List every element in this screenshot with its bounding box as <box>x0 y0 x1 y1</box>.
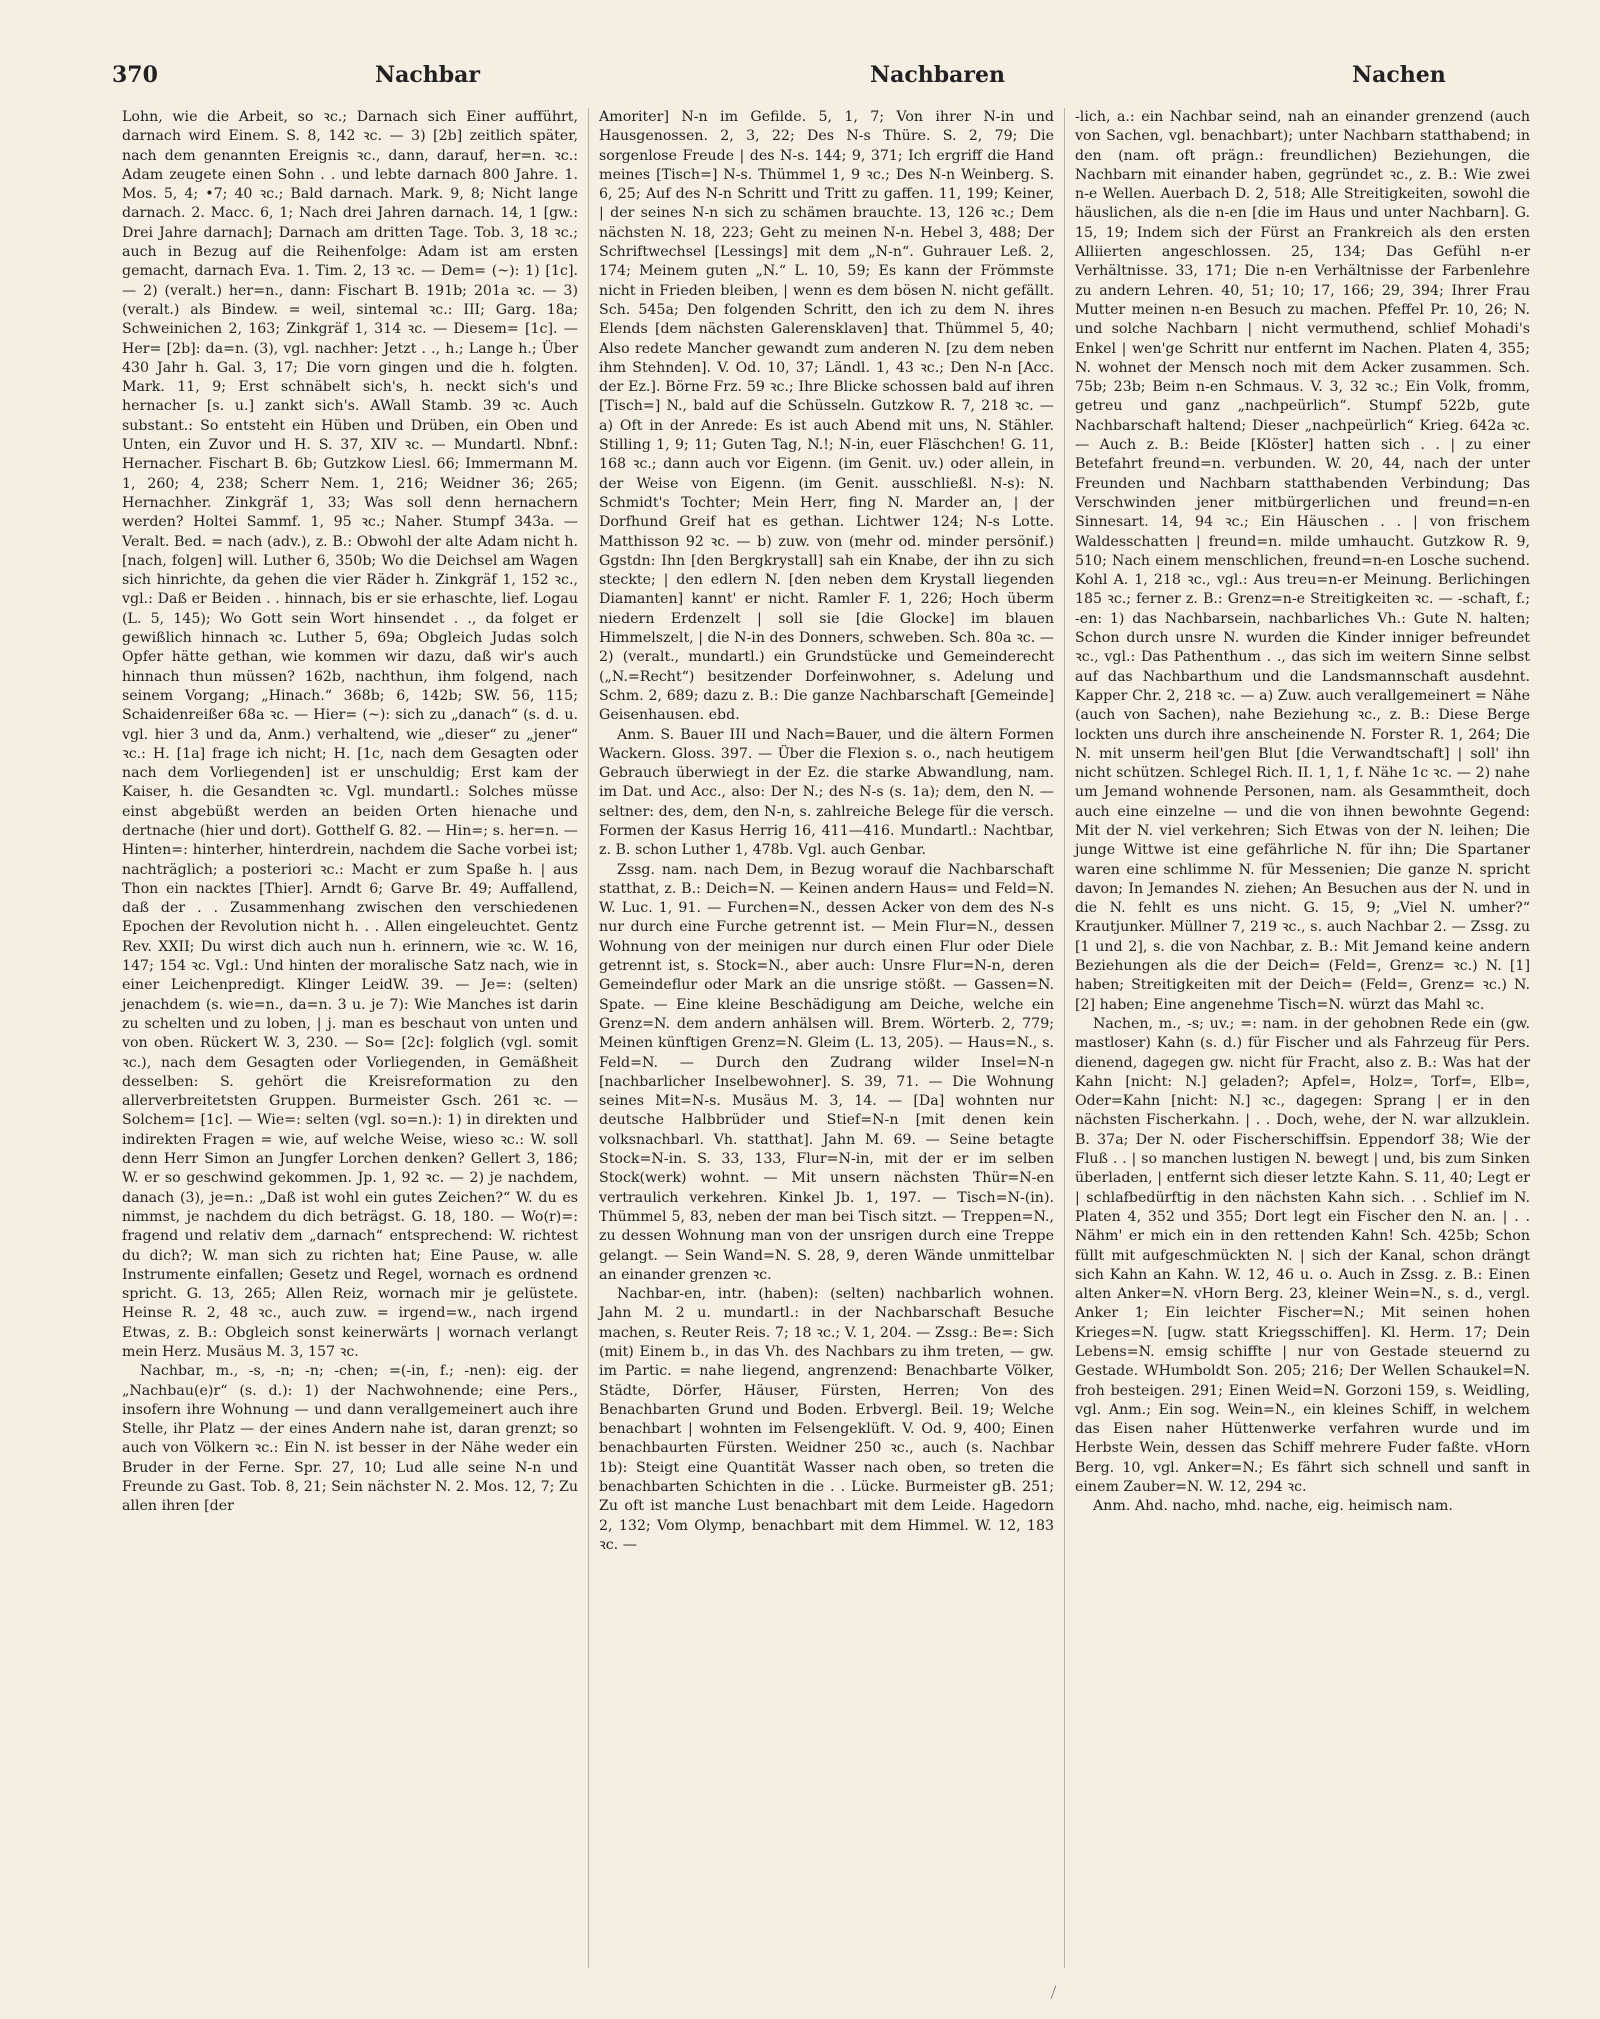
entry-nachbar: Nachbar, m., -s, -n; -n; -chen; =(-in, f.; -nen): eig. der „Nachbau(e)r“ (s. d.): 1) der Nachwohnende; eine Pers., insofern ihre Wohnung — und dann verallgemeinert auch ihre Stelle, ihr Platz — der eines Andern nahe ist, daran grenzt; so auch von Völkern ꝛc.: Ein N. ist besser in der Nähe weder ein Bruder in der Ferne. Spr. 27, 10; Lud alle seine N-n und Freunde zu Gast. Tob. 8, 21; Sein nächster N. 2. Mos. 12, 7; Zu allen ihren [der <box>122 1363 578 1515</box>
left-running-head: Nachbar <box>375 62 480 88</box>
paragraph: -lich, a.: ein Nachbar seind, nah an einander grenzend (auch von Sachen, vgl. benachbart); unter Nachbarn statthabend; in den (nam. oft prägn.: freundlichen) Beziehungen, die Nachbarn mit einander haben, gegründet ꝛc., z. B.: Wie zwei n-e Wellen. Auerbach D. 2, 518; Alle Streitigkeiten, sowohl die häuslichen, als die n-en [die im Haus und unter Nachbarn]. G. 15, 19; Indem sich der Fürst an Frankreich als den ersten Alliierten angeschlossen. 25, 134; Das Gefühl n-er Verhältnisse. 33, 171; Die n-en Verhältnisse der Farbenlehre zu andern Lehren. 40, 51; 10; 17, 166; 29, 394; Ihrer Frau Mutter meinen n-en Besuch zu machen. Pfeffel Pr. 10, 26; N. und solche Nachbarn | nicht vermuthend, schlief Mohadi's Enkel | wen'ge Schritt nur entfernt im Nachen. Platen 4, 355; N. wohnet der Mensch noch mit dem Acker zusammen. Sch. 75b; 23b; Beim n-en Schmaus. V. 3, 32 ꝛc.; Ein Volk, fromm, getreu und ganz „nachpeürlich“. Stumpf 522b, gute Nachbarschaft haltend; Dieser „nachpeürlich“ Krieg. 642a ꝛc. — Auch z. B.: Beide [Klöster] hatten sich . . | zu einer Betefahrt freund=n. verbunden. W. 20, 44, nach der unter Freunden und Nachbarn statthabenden Verbindung; Das Verschwinden jener mitbürgerlichen und freund=n-en Sinnesart. 14, 94 ꝛc.; Ein Häuschen . . | von frischem Waldesschatten | freund=n. milde umhaucht. Gutzkow R. 9, 510; Nach einem menschlichen, freund=n-en Losche suchend. Kohl A. 1, 218 ꝛc., vgl.: Aus treu=n-er Meinung. Berlichingen 185 ꝛc.; ferner z. B.: Grenz=n-e Streitigkeiten ꝛc. — -schaft, f.; -en: 1) das Nachbarsein, nachbarliches Vh.: Gute N. halten; Schon durch unsre N. wurden die Kinder inniger befreundet ꝛc., vgl.: Das Pathenthum . ., das sich im weitern Sinne selbst auf das Nachbarthum und die Landsmannschaft ausdehnt. Kapper Chr. 2, 218 ꝛc. — a) Zuw. auch verallgemeinert = Nähe (auch von Sachen), nahe Beziehung ꝛc., z. B.: Diese Berge lockten uns durch ihre anscheinende N. Forster R. 1, 264; Die N. mit unserm heil'gen Blut [die Verwandtschaft] | soll' ihn nicht schützen. Schlegel Rich. II. 1, 1, f. Nähe 1c ꝛc. — 2) nahe um Jemand wohnende Personen, nam. als Gesammtheit, doch auch eine einzelne — und die von ihnen bewohnte Gegend: Mit der N. viel verkehren; Sich Etwas von der N. leihen; Die junge Wittwe ist eine gefährliche N. für ihn; Die Spartaner waren eine schlimme N. für Messenien; Die ganze N. spricht davon; In Jemandes N. ziehen; An Besuchen aus der N. und in die N. fehlt es uns nicht. G. 15, 9; „Viel N. umher?“ Krautjunker. Müllner 7, 219 ꝛc., s. auch Nachbar 2. — Zssg. zu [1 und 2], s. die von Nachbar, z. B.: Mit Jemand keine andern Beziehungen als die der Deich= (Feld=, Grenz= ꝛc.) N. [1] haben; Streitigkeiten mit der Deich= (Feld=, Grenz= ꝛc.) N. [2] haben; Eine angenehme Tisch=N. würzt das Mahl ꝛc. <box>1075 109 1530 1013</box>
text-columns <box>112 108 1554 1968</box>
column-middle <box>588 108 1064 1968</box>
center-running-head: Nachbaren <box>870 62 1005 88</box>
annotation-paragraph: Anm. S. Bauer III und Nach=Bauer, und die ältern Formen Wackern. Gloss. 397. — Über die Flexion s. o., nach heutigem Gebrauch überwiegt in der Ez. die starke Abwandlung, nam. im Dat. und Acc., also: Der N.; des N-s (s. 1a); dem, den N. — seltner: des, dem, den N-n, s. zahlreiche Belege für die versch. Formen der Kasus Herrig 16, 411—416. Mundartl.: Nachtbar, z. B. schon Luther 1, 478b. Vgl. auch Genbar. <box>599 726 1054 859</box>
column-left <box>112 108 588 1968</box>
paragraph: Amoriter] N-n im Gefilde. 5, 1, 7; Von ihrer N-in und Hausgenossen. 2, 3, 22; Des N-s Thüre. S. 2, 79; Die sorgenlose Freude | des N-s. 144; 9, 371; Ich ergriff die Hand meines [Tisch=] N-s. Thümmel 1, 9 ꝛc.; Des N-n Weinberg. S. 6, 25; Auf des N-n Schritt und Tritt zu gaffen. 11, 199; Keiner, | der seines N-n sich zu schämen brauchte. 13, 126 ꝛc.; Dem nächsten N. 18, 223; Geht zu meinen N-n. Hebel 3, 488; Der Schriftwechsel [Lessings] mit dem „N-n“. Guhrauer Leß. 2, 174; Meinem guten „N.“ L. 10, 59; Es kann der Frömmste nicht in Frieden bleiben, | wenn es dem bösen N. nicht gefällt. Sch. 545a; Den folgenden Schritt, den ich zu dem N. ihres Elends [dem nächsten Galerensklaven] that. Thümmel 5, 40; Also redete Mancher gewandt zum anderen N. [zu dem neben ihm Stehnden]. V. Od. 10, 37; Ländl. 1, 43 ꝛc.; Den N-n [Acc. der Ez.]. Börne Frz. 59 ꝛc.; Ihre Blicke schossen bald auf ihren [Tisch=] N., bald auf die Schüsseln. Gutzkow R. 7, 218 ꝛc. — a) Oft in der Anrede: Es ist auch Abend mit uns, N. Stähler. Stilling 1, 9; 11; Guten Tag, N.!; N-in, euer Fläschchen! G. 11, 168 ꝛc.; dann auch vor Eigenn. (im Genit. uv.) oder allein, in der Weise von Eigenn. (im Genit. ausschließl. N-s): N. Schmidt's Tochter; Mein Herr, fing N. Marder an, | der Dorfhund Greif hat es gethan. Lichtwer 124; N-s Lotte. Matthisson 92 ꝛc. — b) zuw. von (mehr od. minder persönif.) Ggstdn: Ihn [den Bergkrystall] sah ein Knabe, der ihn zu sich steckte; | den edlern N. [den neben dem Krystall liegenden Diamanten] kannt' er nicht. Ramler F. 1, 226; Hoch überm niedern Erdenzelt | soll sie [die Glocke] im blauen Himmelszelt, | die N-in des Donners, schweben. Sch. 80a ꝛc. — 2) (veralt., mundartl.) ein Grundstücke und Gemeinderecht („N.=Recht“) besitzender Dorfeinwohner, s. Adelung und Schm. 2, 689; dazu z. B.: Die ganze Nachbarschaft [Gemeinde] Geisenhausen. ebd. <box>599 109 1054 724</box>
scan-mark <box>1051 1985 1057 1998</box>
entry-nachen: Nachen, m., -s; uv.; =: nam. in der gehobnen Rede ein (gw. mastloser) Kahn (s. d.) für Fischer und als Fahrzeug für Pers. dienend, dagegen gw. nicht für Fracht, also z. B.: Was hat der Kahn [nicht: N.] geladen?; Apfel=, Holz=, Torf=, Elb=, Oder=Kahn [nicht: N.] ꝛc., dagegen: Sprang | er in den nächsten Fischerkahn. | . . Doch, wehe, der N. war allzuklein. B. 37a; Der N. oder Fischerschiffsin. Eppendorf 38; Wie der Fluß . . | so manchen lustigen N. bewegt | und, bis zum Sinken überladen, | entfernt sich dieser letzte Kahn. S. 11, 40; Legt er | schlafbedürftig in den nächsten Kahn sich. . . Schlief im N. Platen 4, 352 und 355; Dort legt ein Fischer den N. an. | . . Nähm' er mich ein in den rettenden Kahn! Sch. 425b; Schon füllt mit aufgeschmückten N. | sich der Kanal, schon drängt sich Kahn an Kahn. W. 12, 46 u. o. Auch in Zssg. z. B.: Einen alten Anker=N. vHorn Berg. 23, kleiner Wein=N., s. d., vergl. Anker 1; Ein leichter Fischer=N.; Mit seinen hohen Krieges=N. [ugw. statt Kriegsschiffen]. Kl. Herm. 17; Dein Lebens=N. emsig schiffte | nur von Gestade steuernd zu Gestade. WHumboldt Son. 205; 216; Der Wellen Schaukel=N. froh besteigen. 291; Einen Weid=N. Gorzoni 159, s. Weidling, vgl. Anm.; Ein sog. Wein=N., ein kleines Schiff, in welchem das Eisen naher Hüttenwerke verfahren wurde und im Herbste Wein, dessen das Schiff mehrere Fuder faßte. vHorn Berg. 10, vgl. Anker=N.; Es fährt sich schnell und sanft in einem Zauber=N. W. 12, 294 ꝛc. <box>1075 1015 1530 1496</box>
page-number: 370 <box>112 62 158 88</box>
paragraph: Lohn, wie die Arbeit, so ꝛc.; Darnach sich Einer aufführt, darnach wird Einem. S. 8, 142 ꝛc. — 3) [2b] zeitlich später, nach dem genannten Ereignis ꝛc., dann, darauf, her=n. ꝛc.: Adam zeugete einen Sohn . . und lebte darnach 800 Jahre. 1. Mos. 5, 4; •7; 40 ꝛc.; Bald darnach. Mark. 9, 8; Nicht lange darnach. 2. Macc. 6, 1; Nach drei Jahren darnach. 14, 1 [gw.: Drei Jahre darnach]; Darnach am dritten Tage. Tob. 3, 18 ꝛc.; auch in Bezug auf die Reihenfolge: Adam ist am ersten gemacht, darnach Eva. 1. Tim. 2, 13 ꝛc. — Dem= (~): 1) [1c]. — 2) (veralt.) her=n., dann: Fischart B. 191b; 201a ꝛc. — 3) (veralt.) als Bindew. = weil, sintemal ꝛc.: III; Garg. 18a; Schweinichen 2, 163; Zinkgräf 1, 314 ꝛc. — Diesem= [1c]. — Her= [2b]: da=n. (3), vgl. nachher: Jetzt . ., h.; Lange h.; Über 430 Jahr h. Gal. 3, 17; Die vorn gingen und die h. folgten. Mark. 11, 9; Erst schnäbelt sich's, h. neckt sich's und hernacher [s. u.] zankt sich's. AWall Stamb. 39 ꝛc. Auch substant.: So entsteht ein Hüben und Drüben, ein Oben und Unten, ein Zuvor und H. S. 37, XIV ꝛc. — Mundartl. Nbnf.: Hernacher. Fischart B. 6b; Gutzkow Liesl. 66; Immermann M. 1, 260; 4, 238; Scherr Nem. 1, 216; Weidner 36; 265; Hernachher. Zinkgräf 1, 33; Was soll denn hernachern werden? Holtei Sammf. 1, 95 ꝛc.; Naher. Stumpf 343a. — Veralt. Bed. = nach (adv.), z. B.: Obwohl der alte Adam nicht h. [nach, folgen] will. Luther 6, 350b; Wo die Deichsel am Wagen sich hinrichte, da gehen die vier Räder h. Zinkgräf 1, 152 ꝛc., vgl.: Daß er Beiden . . hinnach, bis er sie erhaschte, lief. Logau (L. 5, 145); Wo Gott sein Wort hinsendet . ., da folget er gewißlich hinnach ꝛc. Luther 5, 69a; Obgleich Judas solch Opfer hätte gethan, wie kommen wir dazu, daß wir's auch hinnach thun müssen? 162b, nachthun, ihm folgend, nach seinem Vorgang; „Hinach.“ 368b; 6, 142b; SW. 56, 115; Schaidenreißer 68a ꝛc. — Hier= (~): sich zu „danach“ (s. d. u. vgl. hier 3 und da, Anm.) verhaltend, wie „dieser“ zu „jener“ ꝛc.: H. [1a] frage ich nicht; H. [1c, nach dem Gesagten oder nach dem Vorliegenden] ist er unschuldig; Erst kam der Kaiser, h. die Gesandten ꝛc. Vgl. mundartl.: Solches müsse einst abgebüßt werden an beiden Orten hienache und dertnache (hier und dort). Gotthelf G. 82. — Hin=; s. her=n. — Hinten=: hinterher, hinterdrein, nachdem die Sache vorbei ist; nachträglich; a posteriori ꝛc.: Macht er zum Spaße h. | aus Thon ein nacktes [Thier]. Arndt 6; Garve Br. 49; Auffallend, daß der . . Zusammenhang zwischen den verschiedenen Epochen der Revolution nicht h. . . Allen eingeleuchtet. Gentz Rev. XXII; Du wirst dich auch nun h. erinnern, wie ꝛc. W. 16, 147; 154 ꝛc. Vgl.: Und hinten der moralische Satz nach, wie in einer Leichenpredigt. Klinger LeidW. 39. — Je=: (selten) jenachdem (s. wie=n., da=n. 3 u. je 7): Wie Manches ist darin zu schelten und zu loben, | j. man es beschaut von unten und von oben. Rückert W. 3, 230. — So= [2c]: folglich (vgl. somit ꝛc.), nach dem Gesagten oder Vorliegenden, in Gemäßheit desselben: S. gehört die Kreisreformation zu den allerverbreitetsten Gruppen. Burmeister Gsch. 261 ꝛc. — Solchem= [1c]. — Wie=: selten (vgl. so=n.): 1) in direkten und indirekten Fragen = wie, auf welche Weise, wieso ꝛc.: W. soll denn Herr Simon an Jungfer Lorchen denken? Gellert 3, 186; W. er so geschwind gekommen. Jp. 1, 92 ꝛc. — 2) je nachdem, danach (3), je=n.: „Daß ist wohl ein gutes Zeichen?“ W. du es nimmst, je nachdem du dich beträgst. G. 18, 180. — Wo(r)=: fragend und relativ dem „darnach“ entsprechend: W. richtest du dich?; W. man sich zu richten hat; Eine Pause, w. alle Instrumente einfallen; Gesetz und Regel, wornach es ordnend spricht. G. 13, 265; Allen Reiz, wornach mir je gelüstete. Heinse R. 2, 48 ꝛc., auch zuw. = irgend=w., nach irgend Etwas, z. B.: Obgleich sonst keinerwärts | wornach verlangt mein Herz. Musäus M. 3, 157 ꝛc. <box>122 109 578 1360</box>
entry-nachbaren: Nachbar-en, intr. (haben): (selten) nachbarlich wohnen. Jahn M. 2 u. mundartl.: in der Nachbarschaft Besuche machen, s. Reuter Reis. 7; 18 ꝛc.; V. 1, 204. — Zssg.: Be=: Sich (mit) Einem b., in das Vh. des Nachbars zu ihm treten, — gw. im Partic. = nahe liegend, angrenzend: Benachbarte Völker, Städte, Dörfer, Häuser, Fürsten, Herren; Von des Benachbarten Grund und Boden. Erbvergl. Beil. 19; Welche benachbart | wohnten im Felsengeklüft. V. Od. 9, 400; Einen benachbaurten Fürsten. Weidner 250 ꝛc., auch (s. Nachbar 1b): Steigt eine Quantität Wasser nach oben, so treten die benachbarten Schichten in die . . Lücke. Burmeister gB. 251; Zu oft ist manche Lust benachbart mit dem Leide. Hagedorn 2, 132; Vom Olymp, benachbart mit dem Himmel. W. 12, 183 ꝛc. — <box>599 1286 1054 1553</box>
compound-paragraph: Zssg. nam. nach Dem, in Bezug worauf die Nachbarschaft statthat, z. B.: Deich=N. — Keinen andern Haus= und Feld=N. W. Luc. 1, 91. — Furchen=N., dessen Acker von dem des N-s nur durch eine Furche getrennt ist. — Mein Flur=N., dessen Wohnung von der meinigen nur durch einen Flur oder Diele getrennt ist, s. Stock=N., aber auch: Unsre Flur=N-n, deren Gemeindeflur oder Mark an die unsrige stößt. — Gassen=N. Spate. — Eine kleine Beschädigung am Deiche, welche ein Grenz=N. dem andern anhälsen will. Brem. Wörterb. 2, 779; Meinen künftigen Grenz=N. Gleim (L. 13, 205). — Haus=N., s. Feld=N. — Durch den Zudrang wilder Insel=N-n [nachbarlicher Inselbewohner]. S. 39, 71. — Die Wohnung seines Mit=N-s. Musäus M. 3, 14. — [Da] wohnten nur deutsche Halbbrüder und Stief=N-n [mit denen kein volksnachbarl. Vh. statthat]. Jahn M. 69. — Seine betagte Stock=N-in. S. 33, 133, Flur=N-in, mit der er im selben Stock(werk) wohnt. — Mit unsern nächsten Thür=N-en vertraulich verkehren. Kinkel Jb. 1, 197. — Tisch=N-(in). Thümmel 5, 83, neben der man bei Tisch sitzt. — Treppen=N., zu dessen Wohnung man von der unsrigen durch eine Treppe gelangt. — Sein Wand=N. S. 28, 9, deren Wände unmittelbar an einander grenzen ꝛc. <box>599 861 1054 1283</box>
annotation-paragraph: Anm. Ahd. nacho, mhd. nache, eig. heimisch nam. <box>1093 1498 1453 1515</box>
page-header <box>100 50 1570 90</box>
right-running-head: Nachen <box>1352 62 1446 88</box>
column-right <box>1064 108 1540 1968</box>
